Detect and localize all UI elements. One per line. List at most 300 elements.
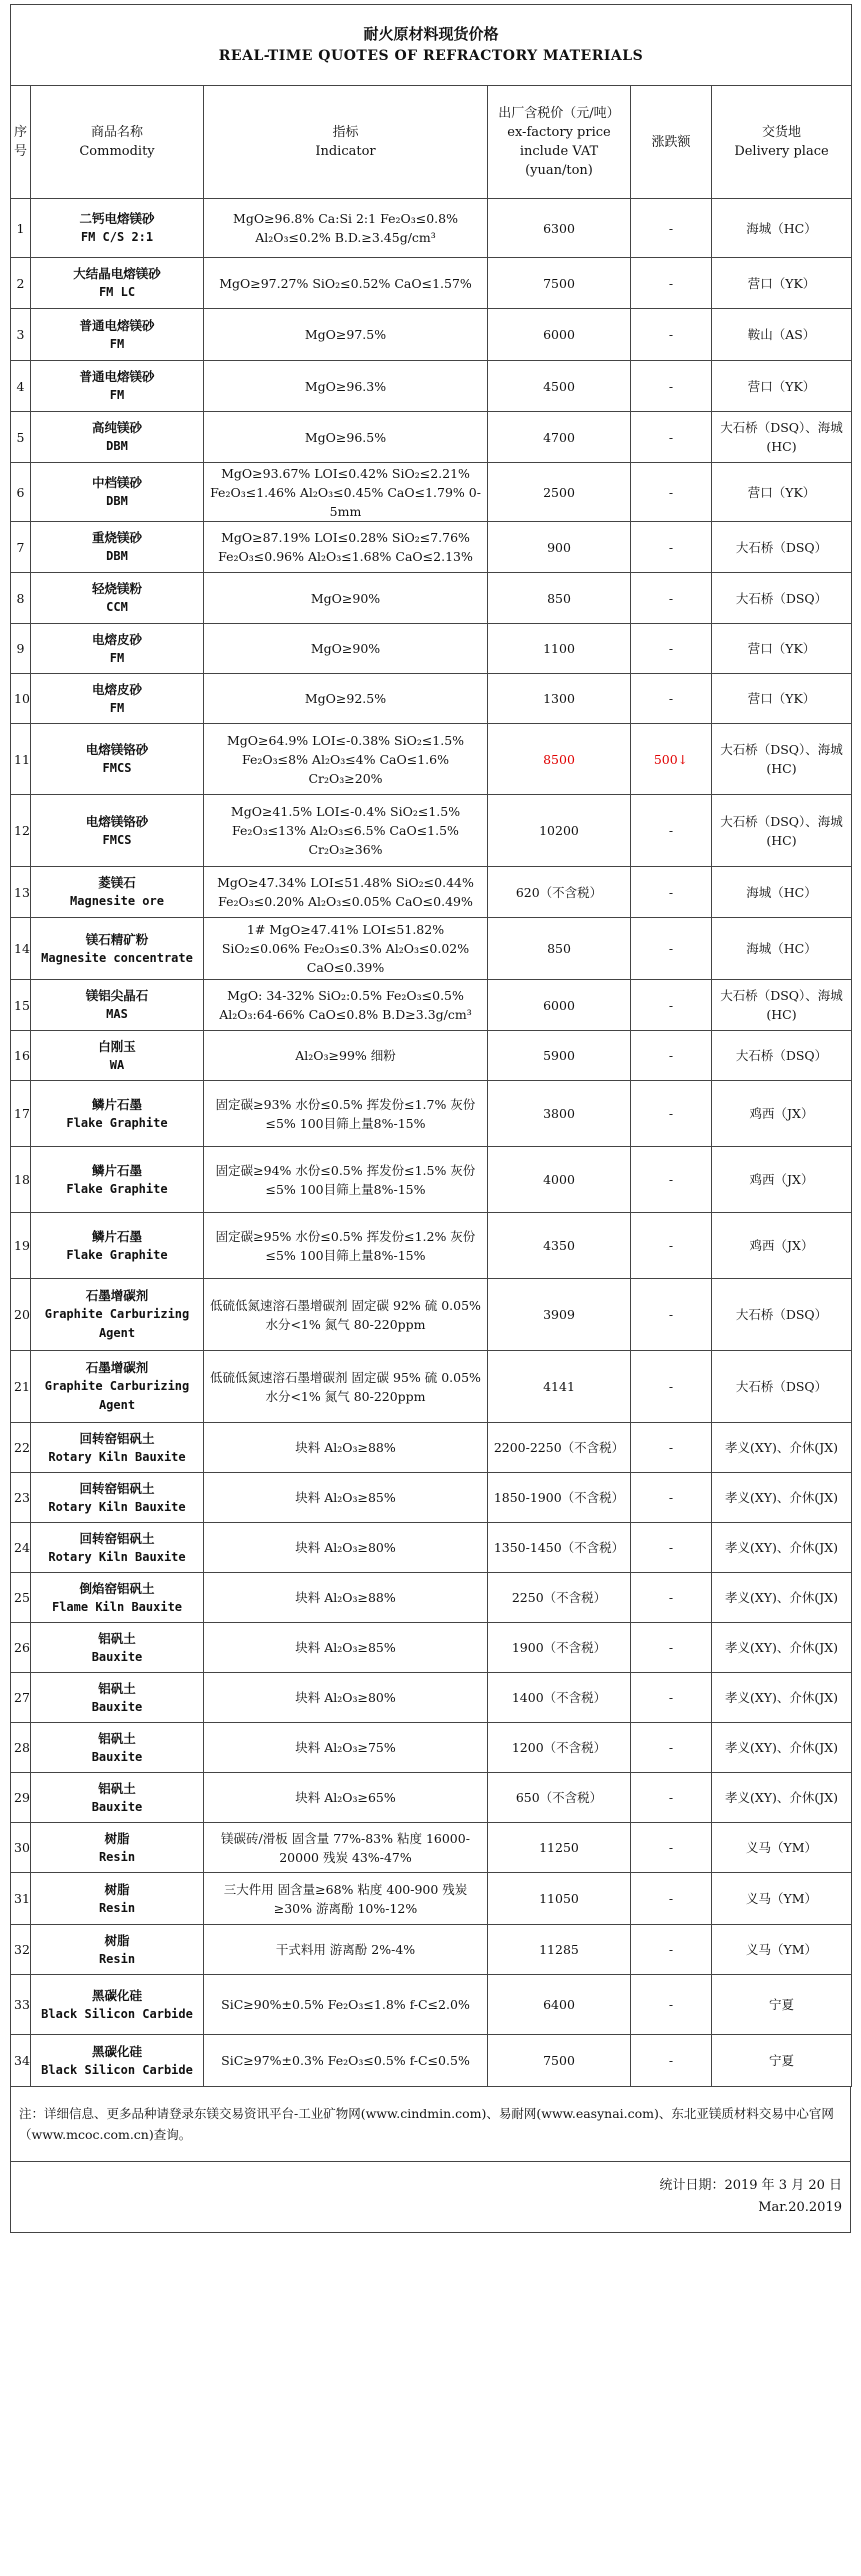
title-en: REAL-TIME QUOTES OF REFRACTORY MATERIALS [218, 48, 644, 64]
commodity-cn: 鳞片石墨 [91, 1096, 142, 1112]
row-place: 孝义(XY)、介休(JX) [712, 1473, 852, 1523]
row-change: - [631, 1623, 712, 1673]
row-no: 21 [11, 1351, 31, 1423]
row-price: 6000 [488, 309, 631, 361]
commodity-en: Magnesite ore [70, 894, 164, 908]
row-change: - [631, 1213, 712, 1279]
commodity-en: FM [109, 650, 125, 665]
commodity-cn: 电熔皮砂 [91, 681, 142, 697]
row-place: 大石桥（DSQ） [712, 1279, 852, 1351]
row-place: 大石桥（DSQ）、海城(HC) [712, 724, 852, 795]
header-commodity [31, 86, 204, 199]
row-commodity [31, 1423, 204, 1473]
row-place: 鞍山（AS） [712, 309, 852, 361]
row-commodity [31, 1081, 204, 1147]
commodity-cn: 回转窑铝矾土 [79, 1430, 155, 1446]
commodity-en: FM [109, 336, 125, 351]
commodity-en: Rotary Kiln Bauxite [48, 1449, 186, 1464]
commodity-cn: 大结晶电熔镁砂 [73, 266, 161, 281]
row-price: 4350 [488, 1213, 631, 1279]
row-place: 义马（YM） [712, 1823, 852, 1873]
row-change: - [631, 1523, 712, 1573]
row-no: 1 [11, 199, 31, 258]
row-price: 4700 [488, 412, 631, 463]
commodity-en: FMCS [102, 832, 132, 847]
table-row [11, 1925, 852, 1975]
commodity-en: Bauxite [91, 1699, 143, 1714]
row-price: 4000 [488, 1147, 631, 1213]
commodity-en: Flake Graphite [66, 1115, 168, 1130]
row-price: 6000 [488, 980, 631, 1031]
row-no: 22 [11, 1423, 31, 1473]
row-commodity [31, 1147, 204, 1213]
commodity-cn: 黑碳化硅 [91, 1987, 142, 2003]
row-commodity [31, 1873, 204, 1925]
row-place: 宁夏 [712, 1975, 852, 2035]
row-commodity [31, 1623, 204, 1673]
commodity-cn: 铝矾土 [98, 1630, 136, 1646]
row-change: - [631, 1873, 712, 1925]
header-commodity-en: Commodity [79, 144, 155, 159]
row-commodity [31, 1573, 204, 1623]
row-no: 19 [11, 1213, 31, 1279]
row-place: 营口（YK） [712, 463, 852, 522]
commodity-cn: 树脂 [104, 1881, 130, 1897]
row-place: 鸡西（JX） [712, 1147, 852, 1213]
row-price: 650（不含税） [488, 1773, 631, 1823]
row-no: 3 [11, 309, 31, 361]
commodity-cn: 黑碳化硅 [91, 2043, 142, 2059]
row-indicator: 块料 Al₂O₃≥75% [204, 1723, 488, 1773]
row-place: 孝义(XY)、介休(JX) [712, 1623, 852, 1673]
row-no: 24 [11, 1523, 31, 1573]
row-no: 27 [11, 1673, 31, 1723]
row-indicator: 固定碳≥94% 水份≤0.5% 挥发份≤1.5% 灰份≤5% 100目筛上量8%-15% [204, 1147, 488, 1213]
row-price: 1350-1450（不含税） [488, 1523, 631, 1573]
row-indicator: MgO≥96.3% [204, 361, 488, 412]
row-price: 11285 [488, 1925, 631, 1975]
row-change: - [631, 573, 712, 624]
header-indicator [204, 86, 488, 199]
row-indicator: 固定碳≥95% 水份≤0.5% 挥发份≤1.2% 灰份≤5% 100目筛上量8%-15% [204, 1213, 488, 1279]
row-change: - [631, 1423, 712, 1473]
table-row [11, 674, 852, 724]
table-row [11, 1351, 852, 1423]
row-indicator: MgO≥41.5% LOI≤-0.4% SiO₂≤1.5% Fe₂O₃≤13% Al₂O₃≤6.5% CaO≤1.5% Cr₂O₃≥36% [204, 795, 488, 867]
commodity-cn: 普通电熔镁砂 [79, 369, 155, 384]
table-row [11, 980, 852, 1031]
row-place: 孝义(XY)、介休(JX) [712, 1573, 852, 1623]
row-place: 孝义(XY)、介休(JX) [712, 1673, 852, 1723]
row-change: - [631, 674, 712, 724]
stat-date [11, 2162, 851, 2233]
row-no: 16 [11, 1031, 31, 1081]
row-commodity [31, 1823, 204, 1873]
header-indicator-en: Indicator [315, 144, 376, 159]
row-place: 鸡西（JX） [712, 1081, 852, 1147]
row-no: 2 [11, 258, 31, 309]
commodity-en: CCM [106, 600, 128, 614]
row-place: 孝义(XY)、介休(JX) [712, 1723, 852, 1773]
row-price: 5900 [488, 1031, 631, 1081]
row-indicator: MgO: 34-32% SiO₂:0.5% Fe₂O₃≤0.5% Al₂O₃:64-66% CaO≤0.8% B.D≥3.3g/cm³ [204, 980, 488, 1031]
row-no: 20 [11, 1279, 31, 1351]
row-price: 1400（不含税） [488, 1673, 631, 1723]
title-cn: 耐火原材料现货价格 [363, 25, 499, 43]
commodity-cn: 铝矾土 [98, 1730, 136, 1746]
row-commodity [31, 1723, 204, 1773]
row-indicator: 块料 Al₂O₃≥80% [204, 1523, 488, 1573]
row-change: - [631, 795, 712, 867]
row-no: 33 [11, 1975, 31, 2035]
row-place: 营口（YK） [712, 674, 852, 724]
row-place: 义马（YM） [712, 1873, 852, 1925]
commodity-en: Black Silicon Carbide [41, 2006, 193, 2021]
row-change: - [631, 918, 712, 980]
row-indicator: SiC≥97%±0.3% Fe₂O₃≤0.5% f-C≤0.5% [204, 2035, 488, 2087]
row-commodity [31, 309, 204, 361]
row-place: 海城（HC） [712, 867, 852, 918]
row-indicator: 低硫低氮速溶石墨增碳剂 固定碳 95% 硫 0.05% 水分<1% 氮气 80-220ppm [204, 1351, 488, 1423]
row-place: 大石桥（DSQ） [712, 522, 852, 573]
table-row [11, 361, 852, 412]
row-no: 15 [11, 980, 31, 1031]
row-indicator: MgO≥96.5% [204, 412, 488, 463]
commodity-en: Black Silicon Carbide [41, 2062, 193, 2077]
row-no: 23 [11, 1473, 31, 1523]
row-change: - [631, 258, 712, 309]
commodity-en: DBM [106, 439, 128, 453]
commodity-cn: 镁铝尖晶石 [85, 988, 149, 1003]
commodity-cn: 二钙电熔镁砂 [79, 211, 155, 226]
row-price: 6400 [488, 1975, 631, 2035]
table-row [11, 1031, 852, 1081]
row-price: 8500 [488, 724, 631, 795]
commodity-cn: 普通电熔镁砂 [79, 317, 155, 333]
row-indicator: MgO≥96.8% Ca:Si 2:1 Fe₂O₃≤0.8% Al₂O₃≤0.2% B.D.≥3.45g/cm³ [204, 199, 488, 258]
row-price: 1900（不含税） [488, 1623, 631, 1673]
table-row [11, 795, 852, 867]
row-indicator: 块料 Al₂O₃≥85% [204, 1623, 488, 1673]
commodity-en: MAS [106, 1007, 128, 1021]
header-commodity-cn: 商品名称 [90, 125, 143, 140]
row-price: 900 [488, 522, 631, 573]
commodity-cn: 菱镁石 [98, 875, 136, 890]
header-price [488, 86, 631, 199]
commodity-cn: 鳞片石墨 [91, 1162, 142, 1178]
table-row [11, 1673, 852, 1723]
commodity-cn: 高纯镁砂 [91, 420, 142, 435]
row-change: - [631, 1925, 712, 1975]
table-row [11, 1623, 852, 1673]
commodity-en: FM [109, 388, 125, 402]
commodity-cn: 镁石精矿粉 [85, 931, 149, 947]
row-change: - [631, 1147, 712, 1213]
header-no: 序号 [11, 86, 31, 199]
row-price: 850 [488, 573, 631, 624]
commodity-cn: 石墨增碳剂 [85, 1288, 149, 1303]
row-no: 13 [11, 867, 31, 918]
row-change: - [631, 1031, 712, 1081]
header-indicator-cn: 指标 [332, 125, 359, 140]
row-commodity [31, 918, 204, 980]
row-price: 11250 [488, 1823, 631, 1873]
table-row [11, 309, 852, 361]
commodity-en: DBM [106, 549, 128, 563]
row-price: 4141 [488, 1351, 631, 1423]
table-row [11, 724, 852, 795]
row-indicator: MgO≥92.5% [204, 674, 488, 724]
row-indicator: MgO≥47.34% LOI≤51.48% SiO₂≤0.44% Fe₂O₃≤0.20% Al₂O₃≤0.05% CaO≤0.49% [204, 867, 488, 918]
row-indicator: MgO≥97.5% [204, 309, 488, 361]
table-row [11, 412, 852, 463]
commodity-cn: 电熔镁铬砂 [85, 742, 149, 757]
row-change: - [631, 1975, 712, 2035]
row-place: 大石桥（DSQ） [712, 1351, 852, 1423]
table-row [11, 1723, 852, 1773]
table-row [11, 2035, 852, 2087]
row-place: 孝义(XY)、介休(JX) [712, 1523, 852, 1573]
row-no: 28 [11, 1723, 31, 1773]
row-no: 12 [11, 795, 31, 867]
table-row [11, 1523, 852, 1573]
row-indicator: MgO≥87.19% LOI≤0.28% SiO₂≤7.76% Fe₂O₃≤0.96% Al₂O₃≤1.68% CaO≤2.13% [204, 522, 488, 573]
row-price: 7500 [488, 2035, 631, 2087]
row-price: 2200-2250（不含税） [488, 1423, 631, 1473]
row-indicator: 镁碳砖/滑板 固含量 77%-83% 粘度 16000-20000 残炭 43%-47% [204, 1823, 488, 1873]
commodity-en: FM LC [98, 285, 136, 299]
row-no: 4 [11, 361, 31, 412]
row-change: - [631, 1673, 712, 1723]
commodity-en: Resin [98, 1951, 136, 1966]
row-indicator: 固定碳≥93% 水份≤0.5% 挥发份≤1.7% 灰份≤5% 100目筛上量8%-15% [204, 1081, 488, 1147]
table-row [11, 199, 852, 258]
row-price: 2500 [488, 463, 631, 522]
row-indicator: 块料 Al₂O₃≥65% [204, 1773, 488, 1823]
row-place: 孝义(XY)、介休(JX) [712, 1773, 852, 1823]
row-commodity [31, 463, 204, 522]
row-commodity [31, 795, 204, 867]
row-indicator: MgO≥90% [204, 573, 488, 624]
commodity-en: FM C/S 2:1 [80, 230, 154, 244]
row-place: 孝义(XY)、介休(JX) [712, 1423, 852, 1473]
row-commodity [31, 522, 204, 573]
row-change: - [631, 522, 712, 573]
row-commodity [31, 674, 204, 724]
commodity-en: Bauxite [91, 1649, 143, 1664]
row-place: 大石桥（DSQ）、海城(HC) [712, 795, 852, 867]
row-price: 1200（不含税） [488, 1723, 631, 1773]
row-price: 7500 [488, 258, 631, 309]
row-commodity [31, 412, 204, 463]
row-price: 3800 [488, 1081, 631, 1147]
header-place-en: Delivery place [734, 144, 829, 159]
footer-note: 注：详细信息、更多品种请登录东镁交易资讯平台-工业矿物网(www.cindmin.com)、易耐网(www.easynai.com)、东北亚镁质材料交易中心官网（www.mcoc.com.cn)查询。 [11, 2087, 851, 2162]
row-indicator: 块料 Al₂O₃≥80% [204, 1673, 488, 1723]
row-price: 620（不含税） [488, 867, 631, 918]
row-commodity [31, 1351, 204, 1423]
row-commodity [31, 867, 204, 918]
stat-date-en: Mar.20.2019 [758, 2200, 842, 2215]
row-commodity [31, 361, 204, 412]
row-place: 大石桥（DSQ） [712, 573, 852, 624]
row-no: 18 [11, 1147, 31, 1213]
row-place: 鸡西（JX） [712, 1213, 852, 1279]
table-row [11, 1873, 852, 1925]
row-change: 500↓ [631, 724, 712, 795]
row-commodity [31, 2035, 204, 2087]
row-price: 1850-1900（不含税） [488, 1473, 631, 1523]
row-price: 4500 [488, 361, 631, 412]
row-indicator: 1# MgO≥47.41% LOI≤51.82% SiO₂≤0.06% Fe₂O₃≤0.3% Al₂O₃≤0.02% CaO≤0.39% [204, 918, 488, 980]
row-change: - [631, 1351, 712, 1423]
row-change: - [631, 1723, 712, 1773]
row-change: - [631, 2035, 712, 2087]
row-indicator: Al₂O₃≥99% 细粉 [204, 1031, 488, 1081]
row-no: 10 [11, 674, 31, 724]
commodity-en: Graphite Carburizing Agent [44, 1379, 190, 1412]
row-no: 8 [11, 573, 31, 624]
commodity-en: Graphite Carburizing Agent [44, 1307, 190, 1340]
row-change: - [631, 463, 712, 522]
row-commodity [31, 1523, 204, 1573]
row-no: 6 [11, 463, 31, 522]
header-row [11, 86, 852, 199]
table-row [11, 1573, 852, 1623]
stat-date-cn: 统计日期：2019 年 3 月 20 日 [659, 2178, 842, 2193]
row-price: 1100 [488, 624, 631, 674]
row-price: 11050 [488, 1873, 631, 1925]
table-row [11, 573, 852, 624]
row-place: 营口（YK） [712, 258, 852, 309]
table-row [11, 867, 852, 918]
row-no: 29 [11, 1773, 31, 1823]
commodity-en: Bauxite [91, 1799, 143, 1814]
commodity-cn: 鳞片石墨 [91, 1228, 142, 1244]
row-commodity [31, 624, 204, 674]
commodity-cn: 倒焰窑铝矾土 [79, 1580, 155, 1596]
commodity-cn: 轻烧镁粉 [91, 581, 142, 596]
commodity-cn: 树脂 [104, 1830, 130, 1846]
commodity-cn: 回转窑铝矾土 [79, 1480, 155, 1496]
row-place: 大石桥（DSQ） [712, 1031, 852, 1081]
commodity-cn: 铝矾土 [98, 1780, 136, 1796]
row-place: 营口（YK） [712, 361, 852, 412]
commodity-cn: 白刚玉 [98, 1038, 136, 1054]
table-row [11, 1975, 852, 2035]
row-place: 海城（HC） [712, 199, 852, 258]
price-sheet [10, 4, 851, 2233]
row-indicator: 块料 Al₂O₃≥88% [204, 1573, 488, 1623]
footer-table [10, 2086, 851, 2233]
row-change: - [631, 1823, 712, 1873]
row-price: 3909 [488, 1279, 631, 1351]
header-place [712, 86, 852, 199]
row-price: 10200 [488, 795, 631, 867]
row-place: 大石桥（DSQ）、海城(HC) [712, 412, 852, 463]
row-change: - [631, 1573, 712, 1623]
commodity-cn: 重烧镁砂 [91, 530, 142, 545]
table-row [11, 258, 852, 309]
row-no: 5 [11, 412, 31, 463]
commodity-cn: 回转窑铝矾土 [79, 1530, 155, 1546]
row-commodity [31, 1279, 204, 1351]
commodity-en: Resin [98, 1900, 136, 1915]
table-row [11, 918, 852, 980]
row-commodity [31, 258, 204, 309]
row-change: - [631, 1081, 712, 1147]
row-no: 31 [11, 1873, 31, 1925]
row-change: - [631, 1773, 712, 1823]
row-no: 30 [11, 1823, 31, 1873]
row-no: 11 [11, 724, 31, 795]
header-change: 涨跌额 [631, 86, 712, 199]
commodity-cn: 铝矾土 [98, 1680, 136, 1696]
table-row [11, 1081, 852, 1147]
table-row [11, 1147, 852, 1213]
commodity-en: WA [109, 1057, 125, 1072]
table-row [11, 1279, 852, 1351]
title-block [11, 5, 852, 86]
row-change: - [631, 361, 712, 412]
row-commodity [31, 1031, 204, 1081]
row-commodity [31, 724, 204, 795]
row-place: 宁夏 [712, 2035, 852, 2087]
price-table [10, 4, 852, 2087]
commodity-en: FMCS [102, 761, 132, 775]
row-price: 1300 [488, 674, 631, 724]
row-commodity [31, 1925, 204, 1975]
header-price-cn: 出厂含税价（元/吨） [498, 106, 620, 121]
row-commodity [31, 980, 204, 1031]
row-place: 大石桥（DSQ）、海城(HC) [712, 980, 852, 1031]
commodity-cn: 石墨增碳剂 [85, 1360, 149, 1375]
commodity-cn: 中档镁砂 [91, 475, 142, 490]
row-change: - [631, 624, 712, 674]
row-no: 32 [11, 1925, 31, 1975]
commodity-cn: 电熔皮砂 [91, 631, 142, 647]
row-change: - [631, 1279, 712, 1351]
table-row [11, 1213, 852, 1279]
row-no: 7 [11, 522, 31, 573]
row-no: 34 [11, 2035, 31, 2087]
commodity-en: Magnesite concentrate [41, 950, 193, 965]
row-indicator: MgO≥90% [204, 624, 488, 674]
row-price: 6300 [488, 199, 631, 258]
commodity-cn: 树脂 [104, 1932, 130, 1948]
table-row [11, 1773, 852, 1823]
row-indicator: 干式料用 游离酚 2%-4% [204, 1925, 488, 1975]
row-change: - [631, 1473, 712, 1523]
row-place: 海城（HC） [712, 918, 852, 980]
row-change: - [631, 980, 712, 1031]
row-commodity [31, 1773, 204, 1823]
row-price: 850 [488, 918, 631, 980]
commodity-en: Rotary Kiln Bauxite [48, 1549, 186, 1564]
row-indicator: 低硫低氮速溶石墨增碳剂 固定碳 92% 硫 0.05% 水分<1% 氮气 80-220ppm [204, 1279, 488, 1351]
row-commodity [31, 1473, 204, 1523]
row-indicator: 块料 Al₂O₃≥88% [204, 1423, 488, 1473]
commodity-en: Bauxite [91, 1749, 143, 1764]
commodity-en: Flame Kiln Bauxite [51, 1599, 183, 1614]
table-row [11, 1423, 852, 1473]
commodity-en: Rotary Kiln Bauxite [48, 1499, 186, 1514]
row-indicator: MgO≥64.9% LOI≤-0.38% SiO₂≤1.5% Fe₂O₃≤8% Al₂O₃≤4% CaO≤1.6% Cr₂O₃≥20% [204, 724, 488, 795]
row-commodity [31, 1673, 204, 1723]
commodity-en: Flake Graphite [66, 1181, 168, 1196]
table-row [11, 522, 852, 573]
row-place: 营口（YK） [712, 624, 852, 674]
